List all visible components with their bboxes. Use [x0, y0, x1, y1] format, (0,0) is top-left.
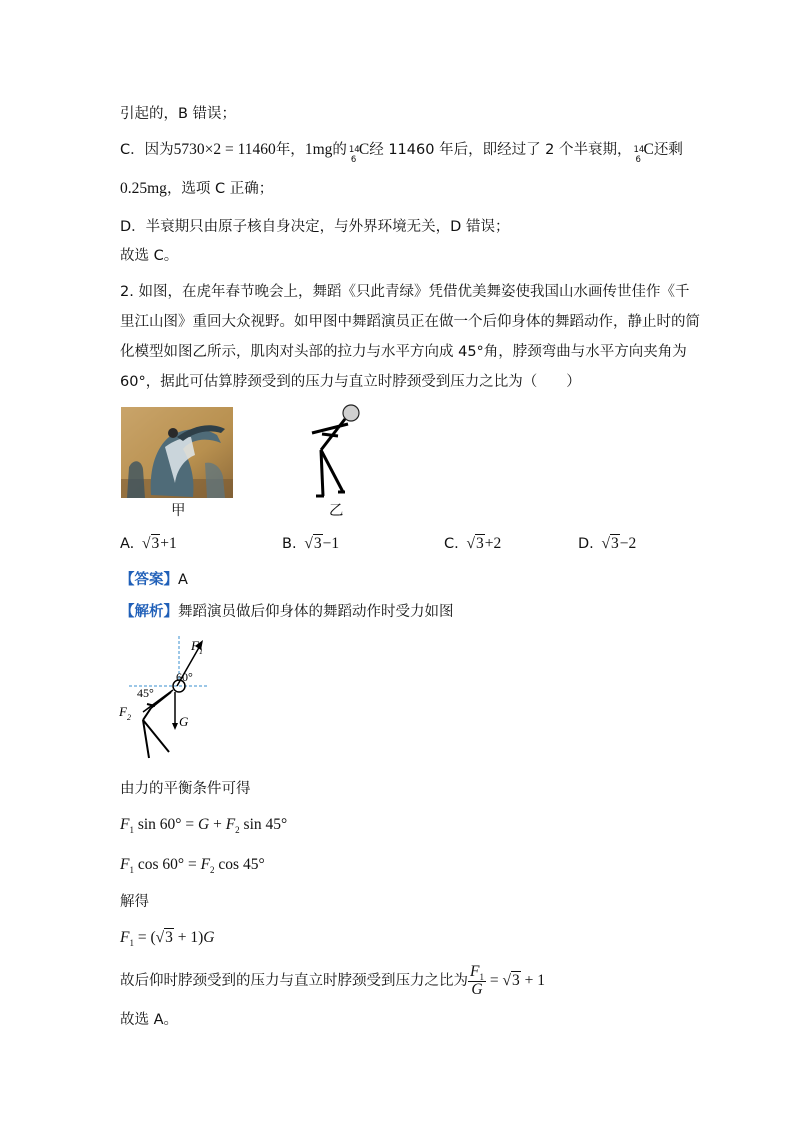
conclusion-line: 故后仰时脖颈受到的压力与直立时脖颈受到压力之比为 $\frac{F_1}{G}$ = √3 + 1 [120, 963, 545, 998]
condition-text: 由力的平衡条件可得 [120, 781, 251, 797]
question-2-line-4: 60°，据此可估算脖颈受到的压力与直立时脖颈受到压力之比为（ ） [120, 374, 581, 390]
solve-text: 解得 [120, 894, 149, 910]
option-d[interactable]: D. √3−2 [578, 535, 637, 552]
fraction: $\frac{F_1}{G}$ [470, 963, 484, 998]
question-2-line-2: 里江山图》重回大众视野。如甲图中舞蹈演员正在做一个后仰身体的舞蹈动作，静止时的简 [120, 314, 700, 330]
figure-label-yi: 乙 [329, 503, 344, 519]
stick-model-figure [300, 400, 370, 500]
label-60: 60° [176, 670, 193, 684]
question-2-line-3: 化模型如图乙所示，肌肉对头部的拉力与水平方向成 45°角，脖颈弯曲与水平方向夹角为 [120, 344, 687, 360]
head-circle [343, 405, 359, 421]
final-answer: 故选 A。 [120, 1012, 179, 1028]
label-f2: $F_2$ [119, 704, 131, 722]
figure-label-jia: 甲 [171, 503, 186, 519]
option-c-explanation: C．因为5730×2 = 11460年，1mg的 14 6 C经 11460 年后，即经过了 2 个半衰期， 14 6 C还剩 [120, 141, 683, 165]
option-b[interactable]: B. √3−1 [282, 535, 340, 552]
text-line: 引起的，B 错误； [120, 106, 237, 122]
force-diagram [115, 630, 225, 765]
text-line: 0.25mg，选项 C 正确； [120, 180, 274, 197]
answer-value: A [178, 572, 188, 588]
answer-line [120, 570, 188, 590]
choose-c: 故选 C。 [120, 248, 179, 264]
math: 5730×2 = 11460 [173, 141, 276, 158]
dancer-photo [121, 407, 233, 498]
text: C．因为 [120, 142, 174, 158]
label-f1: $F_1$ [191, 638, 203, 656]
question-2-line-1: 2. 如图，在虎年春节晚会上，舞蹈《只此青绿》凭借优美舞姿使我国山水画传世佳作《千 [120, 284, 690, 300]
equation-3: $F_1 = (√3 + 1)G$ [120, 929, 215, 948]
analysis-line: 【解析】舞蹈演员做后仰身体的舞蹈动作时受力如图 [120, 604, 454, 620]
option-a[interactable]: A. √3+1 [120, 535, 177, 552]
option-c[interactable]: C. √3+2 [444, 535, 502, 552]
answer-tag: 【答案】 [120, 572, 178, 588]
isotope: 14 6 [348, 145, 360, 165]
equation-2: $F_1$ $\cos 60^\circ = F_2$ cos 45° [120, 856, 265, 875]
label-g: G [179, 714, 189, 729]
equation-1: $F_1$ $\sin 60^\circ = G + F_2$ sin 45° [120, 816, 288, 835]
label-45: 45° [137, 686, 154, 700]
option-d-explanation: D．半衰期只由原子核自身决定，与外界环境无关，D 错误； [120, 219, 510, 235]
analysis-tag: 【解析】 [120, 604, 178, 620]
isotope: 14 6 [633, 145, 645, 165]
